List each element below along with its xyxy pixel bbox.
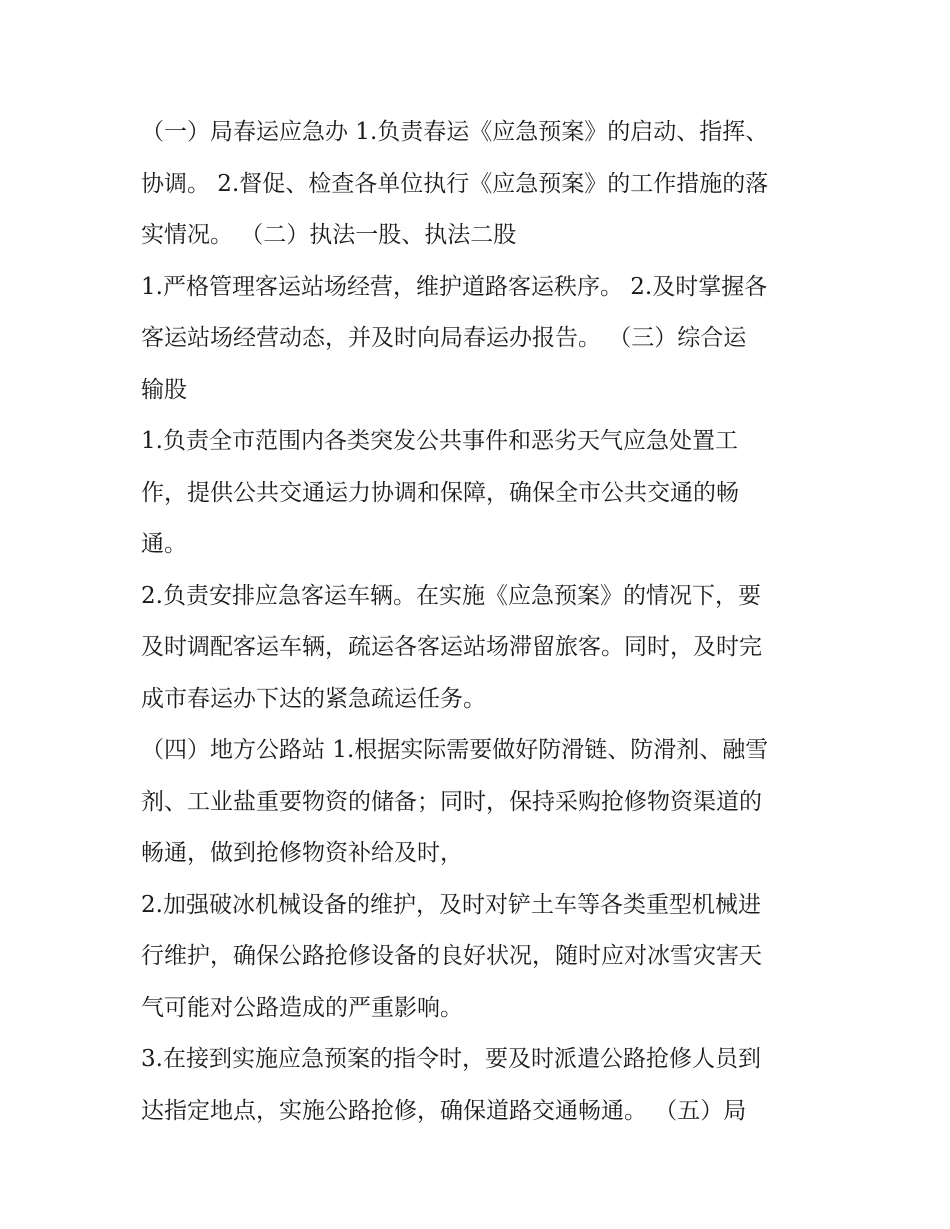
text-line: 行维护，确保公路抢修设备的良好状况，随时应对冰雪灾害天 bbox=[141, 943, 762, 969]
text-line: 1.负责全市范围内各类突发公共事件和恶劣天气应急处置工 bbox=[141, 428, 738, 454]
text-line: 2.加强破冰机械设备的维护，及时对铲土车等各类重型机械进 bbox=[141, 891, 761, 918]
text-line: 气可能对公路造成的严重影响。 bbox=[141, 994, 463, 1021]
text-line: 成市春运办下达的紧急疏运任务。 bbox=[141, 685, 486, 712]
text-line: 及时调配客运车辆，疏运各客运站场滞留旅客。同时，及时完 bbox=[141, 634, 762, 660]
text-line: 3.在接到实施应急预案的指令时，要及时派遣公路抢修人员到 bbox=[141, 1046, 761, 1072]
text-line: 2.负责安排应急客运车辆。在实施《应急预案》的情况下，要 bbox=[141, 582, 761, 609]
text-line: 畅通，做到抢修物资补给及时， bbox=[141, 840, 463, 866]
text-line: 达指定地点，实施公路抢修，确保道路交通畅通。 （五）局 bbox=[141, 1097, 747, 1124]
document-body bbox=[141, 107, 821, 1137]
text-line: 实情况。 （二）执法一股、执法二股 bbox=[141, 222, 517, 248]
text-line: 剂、工业盐重要物资的储备；同时，保持采购抢修物资渠道的 bbox=[141, 788, 762, 815]
text-line: 作，提供公共交通运力协调和保障，确保全市公共交通的畅 bbox=[141, 479, 739, 506]
text-line: （一）局春运应急办 1.负责春运《应急预案》的启动、指挥、 bbox=[141, 119, 769, 145]
text-line: 通。 bbox=[141, 531, 187, 557]
text-line: 输股 bbox=[141, 376, 187, 403]
text-line: 客运站场经营动态，并及时向局春运办报告。 （三）综合运 bbox=[141, 325, 747, 351]
text-line: （四）地方公路站 1.根据实际需要做好防滑链、防滑剂、融雪 bbox=[141, 737, 769, 763]
text-line: 协调。 2.督促、检查各单位执行《应急预案》的工作措施的落 bbox=[141, 170, 769, 197]
text-line: 1.严格管理客运站场经营，维护道路客运秩序。 2.及时掌握各 bbox=[141, 273, 768, 300]
